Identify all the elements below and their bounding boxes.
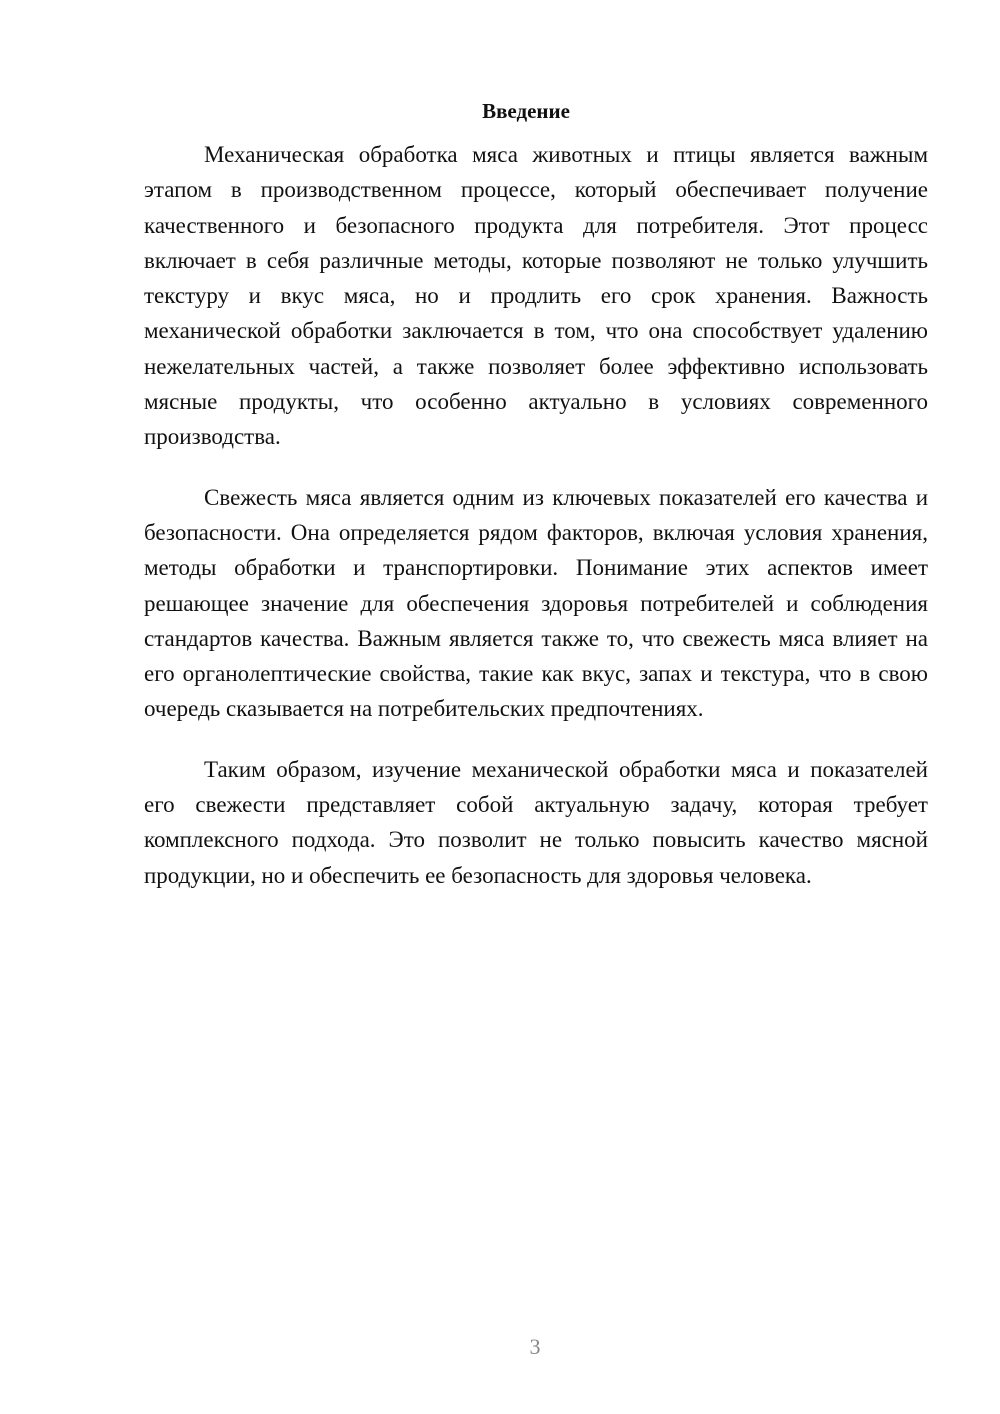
section-heading: Введение [482, 99, 570, 123]
paragraph-3: Таким образом, изучение механической обработки мяса и показателей его свежести представляет собой актуальную задачу, которая требует комплексного подхода. Это позволит не только повысить качество мясной продукции, но и обеспечить ее безопасность для здоровья человека. [144, 756, 928, 888]
page-number: 3 [529, 1334, 541, 1359]
paragraph-2: Свежесть мяса является одним из ключевых показателей его качества и безопасности. Она определяется рядом факторов, включая условия хранения, методы обработки и транспортировки. Понимание этих аспектов имеет решающее значение для обеспечения здоровья потребителей и соблюдения стандартов качества. Важным является также то, что свежесть мяса влияет на его органолептические свойства, такие как вкус, запах и текстура, что в свою очередь сказывается на потребительских предпочтениях. [144, 484, 928, 722]
document-body [144, 94, 928, 918]
paragraph-1: Механическая обработка мяса животных и птицы является важным этапом в производственном процессе, который обеспечивает получение качественного и безопасного продукта для потребителя. Этот процесс включает в себя различные методы, которые позволяют не только улучшить текстуру и вкус мяса, но и продлить его срок хранения. Важность механической обработки заключается в том, что она способствует удалению нежелательных частей, а также позволяет более эффективно использовать мясные продукты, что особенно актуально в условиях современного производства. [144, 142, 928, 450]
